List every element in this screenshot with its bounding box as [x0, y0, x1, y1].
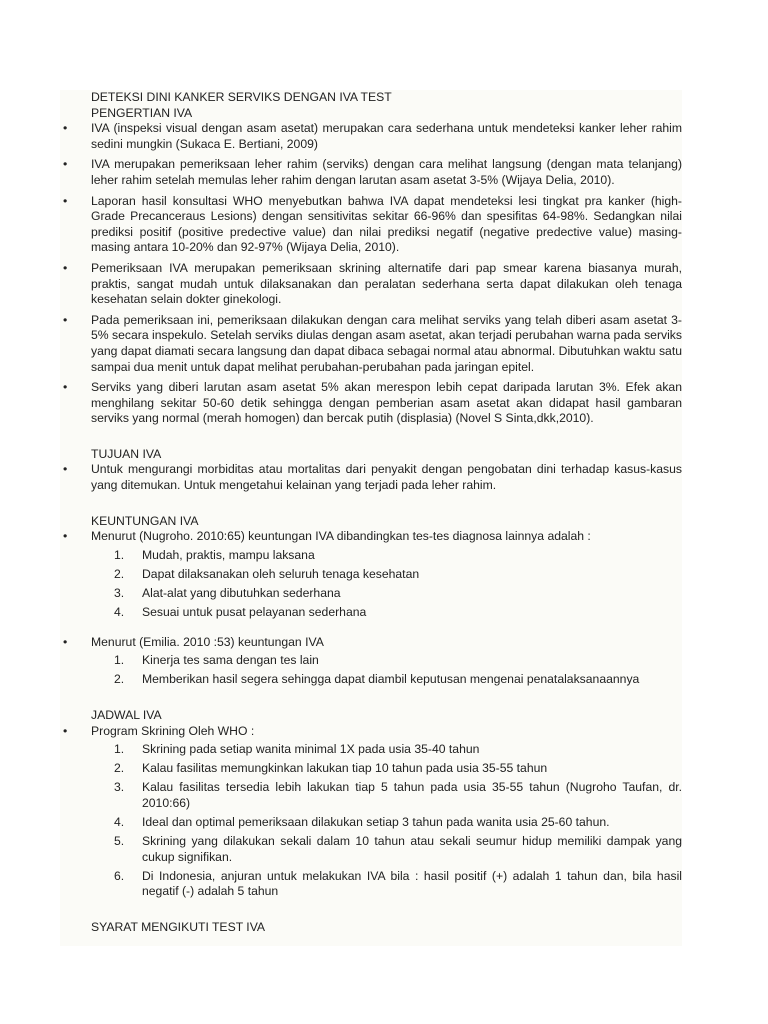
bullet-item — [60, 724, 682, 900]
item-text: Memberikan hasil segera sehingga dapat diambil keputusan mengenai penatalaksanaannya — [142, 672, 640, 687]
numbered-item — [91, 653, 682, 669]
numbered-item — [91, 567, 682, 583]
numbered-item — [91, 548, 682, 564]
item-number: 1. — [114, 653, 125, 668]
item-number: 5. — [114, 834, 125, 849]
numbered-item — [91, 605, 682, 621]
item-number: 4. — [114, 815, 125, 830]
bullet-item: • Pemeriksaan IVA merupakan pemeriksaan skrining alternatife dari pap smear karena biasanya murah, praktis, sangat mudah untuk dilaksanakan dan peralatan sederhana serta dapat dilakukan oleh tenaga kesehatan selain dokter ginekologi. — [60, 261, 682, 308]
numbered-item — [91, 761, 682, 777]
bullet-text: Program Skrining Oleh WHO : — [91, 723, 255, 738]
item-text: Ideal dan optimal pemeriksaan dilakukan setiap 3 tahun pada wanita usia 25-60 tahun. — [142, 815, 610, 830]
numbered-item — [91, 672, 682, 688]
item-number: 3. — [114, 586, 125, 601]
bullet-text: Menurut (Emilia. 2010 :53) keuntungan IVA — [91, 634, 324, 649]
item-text: Kalau fasilitas memungkinkan lakukan tiap 10 tahun pada usia 35-55 tahun — [142, 761, 548, 776]
spacer — [60, 905, 682, 920]
section-heading-jadwal: JADWAL IVA — [91, 708, 162, 722]
bullet-item: • Serviks yang diberi larutan asam asetat 5% akan merespon lebih cepat daripada larutan 3%. Efek akan menghilang sekitar 50-60 detik sehingga dengan pemberian asam asetat akan didapat hasil gambaran serviks yang normal (merah homogen) dan bercak putih (displasia) (Novel S Sinta,dkk,2010). — [60, 380, 682, 427]
section-heading-pengertian: PENGERTIAN IVA — [91, 105, 193, 120]
section-heading-tujuan: TUJUAN IVA — [91, 446, 162, 461]
document-body — [60, 90, 682, 946]
numbered-item — [91, 586, 682, 602]
item-text: Dapat dilaksanakan oleh seluruh tenaga kesehatan — [142, 566, 420, 581]
section-heading-keuntungan: KEUNTUNGAN IVA — [91, 513, 199, 528]
spacer — [60, 693, 682, 708]
bullet-item: • Laporan hasil konsultasi WHO menyebutkan bahwa IVA dapat mendeteksi lesi tingkat pra kanker (high-Grade Precanceraus Lesions) dengan sensitivitas sekitar 66-96% dan spesifitas 64-98%. Sedangkan nilai prediksi positif (positive predective value) dan nilai prediksi negatif (negative predective value) masing-masing antara 10-20% dan 92-97% (Wijaya Delia, 2010). — [60, 194, 682, 256]
bullet-item — [60, 529, 682, 620]
numbered-item — [91, 780, 682, 811]
item-text: Alat-alat yang dibutuhkan sederhana — [142, 586, 341, 601]
numbered-item — [91, 834, 682, 865]
item-number: 3. — [114, 780, 125, 795]
bullet-item: • IVA (inspeksi visual dengan asam asetat) merupakan cara sederhana untuk mendeteksi kanker leher rahim sedini mungkin (Sukaca E. Bertiani, 2009) — [60, 121, 682, 152]
document-title: DETEKSI DINI KANKER SERVIKS DENGAN IVA TEST — [91, 90, 392, 104]
bullet-text: Menurut (Nugroho. 2010:65) keuntungan IVA dibandingkan tes-tes diagnosa lainnya adalah : — [91, 529, 591, 544]
item-text: Mudah, praktis, mampu laksana — [142, 547, 315, 562]
numbered-list — [91, 653, 682, 688]
item-text: Kalau fasilitas tersedia lebih lakukan tiap 5 tahun pada usia 35-55 tahun (Nugroho Taufan, dr. 2010:66) — [142, 780, 682, 810]
bullet-item: • Pada pemeriksaan ini, pemeriksaan dilakukan dengan cara melihat serviks yang telah diberi asam asetat 3-5% secara inspekulo. Setelah serviks diulas dengan asam asetat, akan terjadi perubahan warna pada serviks yang dapat diamati secara langsung dan dapat dibaca sebagai normal atau abnormal. Dibutuhkan waktu satu sampai dua menit untuk dapat melihat perubahan-perubahan pada jaringan epitel. — [60, 313, 682, 375]
item-number: 2. — [114, 566, 125, 581]
item-text: Skrining yang dilakukan sekali dalam 10 tahun atau sekali seumur hidup memiliki dampak yang cukup signifikan. — [142, 834, 682, 864]
item-text: Sesuai untuk pusat pelayanan sederhana — [142, 605, 367, 620]
item-number: 6. — [114, 868, 125, 883]
spacer — [60, 936, 682, 946]
numbered-list — [91, 742, 682, 900]
bullet-item: • Untuk mengurangi morbiditas atau mortalitas dari penyakit dengan pengobatan dini terhadap kasus-kasus yang ditemukan. Untuk mengetahui kelainan yang terjadi pada leher rahim. — [60, 462, 682, 493]
section-heading-syarat: SYARAT MENGIKUTI TEST IVA — [91, 920, 266, 935]
spacer — [60, 626, 682, 635]
item-number: 1. — [114, 547, 125, 562]
spacer — [60, 499, 682, 514]
bullet-item: • IVA merupakan pemeriksaan leher rahim (serviks) dengan cara melihat langsung (dengan mata telanjang) leher rahim setelah memulas leher rahim dengan larutan asam asetat 3-5% (Wijaya Delia, 2010). — [60, 157, 682, 188]
spacer — [60, 432, 682, 447]
bullet-item — [60, 635, 682, 688]
numbered-item — [91, 742, 682, 758]
numbered-list — [91, 548, 682, 621]
numbered-item — [91, 869, 682, 900]
item-text: Skrining pada setiap wanita minimal 1X pada usia 35-40 tahun — [142, 742, 480, 757]
item-number: 2. — [114, 672, 125, 687]
item-text: Kinerja tes sama dengan tes lain — [142, 653, 319, 668]
item-number: 4. — [114, 605, 125, 620]
item-number: 2. — [114, 761, 125, 776]
item-number: 1. — [114, 742, 125, 757]
numbered-item — [91, 815, 682, 831]
item-text: Di Indonesia, anjuran untuk melakukan IVA bila : hasil positif (+) adalah 1 tahun dan, bila hasil negatif (-) adalah 5 tahun — [142, 868, 682, 899]
